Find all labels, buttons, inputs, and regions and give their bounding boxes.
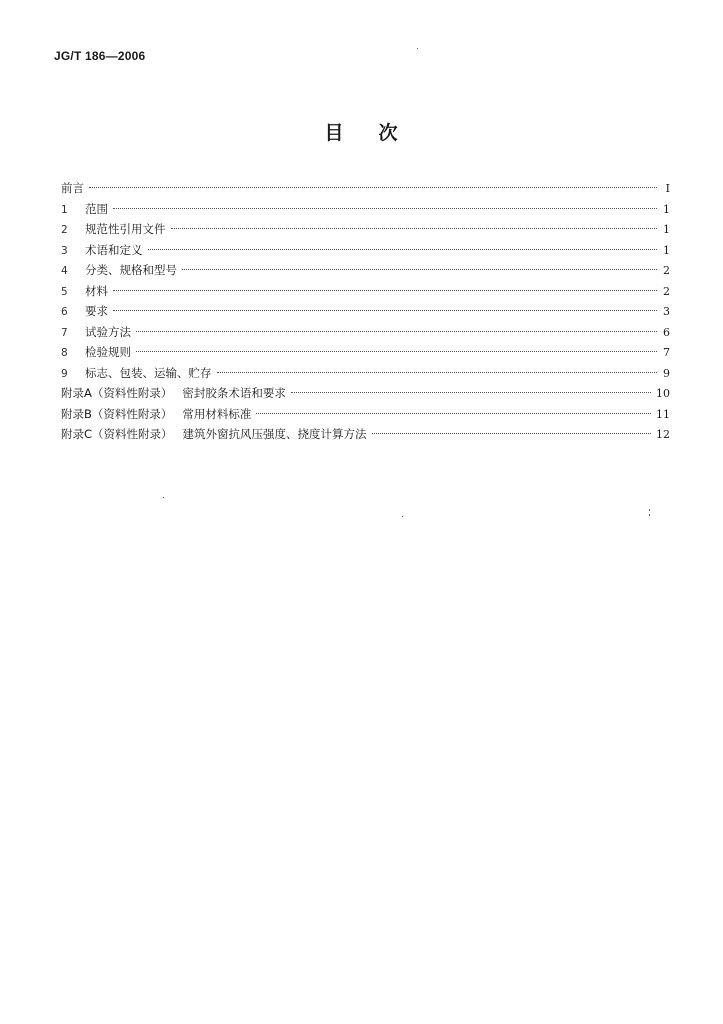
dot-leader (148, 249, 658, 250)
toc-entry-page: 1 (663, 202, 670, 216)
toc-entry-7[interactable] (61, 322, 670, 343)
scan-speck (402, 516, 403, 517)
scan-speck (417, 48, 418, 49)
toc-entry-number: 6 (61, 306, 68, 318)
toc-entry-page: 7 (663, 346, 670, 359)
toc-entry-annex-c[interactable] (61, 424, 670, 445)
toc-entry-number: 4 (61, 265, 68, 277)
toc-entry-label: 附录C（资料性附录） (61, 427, 173, 441)
toc-entry-label: 检验规则 (85, 345, 131, 359)
toc-entry-label: 附录A（资料性附录） (61, 386, 173, 400)
dot-leader (372, 433, 651, 434)
toc-entry-page: 11 (656, 407, 670, 421)
toc-title-char-2: 次 (378, 122, 399, 144)
toc-entry-page: 10 (656, 387, 670, 400)
toc-entry-label: 附录B（资料性附录） (61, 406, 173, 421)
toc-entry-label: 材料 (85, 283, 108, 298)
toc-entry-subtitle: 密封胶条术语和要求 (182, 386, 286, 400)
toc-entry-label: 前言 (61, 181, 84, 195)
toc-entry-page: I (665, 182, 670, 195)
toc-entry-9[interactable] (61, 363, 670, 384)
toc-title (0, 118, 723, 145)
toc-title-char-1: 目 (324, 122, 345, 144)
document-code: JG/T 186—2006 (54, 49, 146, 63)
dot-leader (113, 208, 657, 209)
toc-entry-page: 6 (663, 325, 670, 339)
toc-entry-page: 3 (663, 305, 670, 318)
toc-entry-number: 9 (61, 367, 68, 380)
toc-entry-label: 要求 (85, 304, 108, 318)
dot-leader (182, 269, 657, 270)
toc-entry-label: 规范性引用文件 (85, 222, 166, 236)
toc-entry-number: 3 (61, 244, 68, 257)
toc-entry-subtitle: 常用材料标准 (182, 406, 252, 421)
toc-entry-8[interactable] (61, 342, 670, 363)
toc-entry-page: 9 (663, 366, 670, 380)
toc-entry-5[interactable] (61, 281, 670, 302)
dot-leader (113, 310, 657, 311)
toc-entry-label: 范围 (85, 201, 108, 216)
dot-leader (256, 413, 651, 414)
scan-speck (649, 514, 650, 516)
toc-list (61, 178, 670, 445)
dot-leader (291, 392, 651, 393)
dot-leader (113, 290, 657, 291)
toc-entry-page: 2 (663, 284, 670, 298)
toc-entry-label: 标志、包装、运输、贮存 (85, 365, 212, 380)
dot-leader (136, 351, 657, 352)
toc-entry-subtitle: 建筑外窗抗风压强度、挠度计算方法 (182, 427, 367, 441)
toc-entry-number: 2 (61, 224, 68, 236)
toc-entry-number: 7 (61, 326, 68, 339)
toc-entry-label: 分类、规格和型号 (85, 263, 177, 277)
toc-entry-page: 12 (656, 428, 670, 441)
toc-entry-page: 1 (663, 223, 670, 236)
toc-entry-6[interactable] (61, 301, 670, 322)
toc-entry-annex-a[interactable] (61, 383, 670, 404)
dot-leader (217, 372, 658, 373)
toc-entry-foreword[interactable] (61, 178, 670, 199)
toc-entry-4[interactable] (61, 260, 670, 281)
dot-leader (171, 228, 658, 229)
toc-entry-3[interactable] (61, 240, 670, 261)
scan-speck (649, 509, 650, 511)
toc-entry-number: 8 (61, 347, 68, 359)
toc-entry-number: 1 (61, 203, 68, 216)
dot-leader (136, 331, 657, 332)
toc-entry-number: 5 (61, 285, 68, 298)
toc-entry-page: 1 (663, 243, 670, 257)
toc-entry-label: 试验方法 (85, 324, 131, 339)
toc-entry-label: 术语和定义 (85, 242, 143, 257)
dot-leader (89, 187, 657, 188)
toc-entry-page: 2 (663, 264, 670, 277)
scan-speck (163, 497, 164, 498)
toc-entry-annex-b[interactable] (61, 404, 670, 425)
toc-entry-2[interactable] (61, 219, 670, 240)
toc-entry-1[interactable] (61, 199, 670, 220)
